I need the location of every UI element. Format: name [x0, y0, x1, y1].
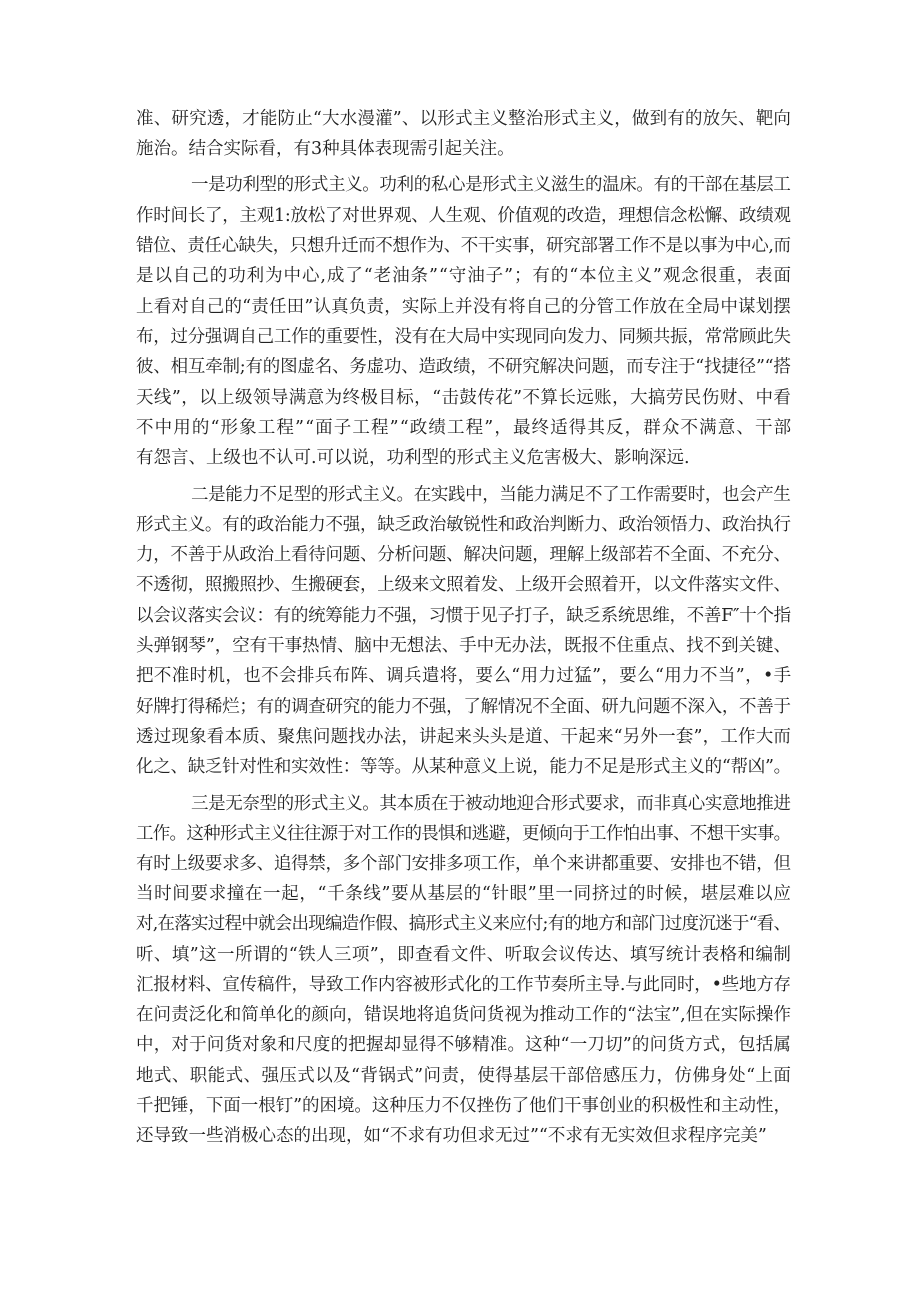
text-line: 布，过分强调自己工作的重要性，没有在大局中实现同向发力、同频共振，常常顾此失 [136, 327, 791, 347]
text-line: 把不准时机，也不会排兵布阵、调兵遣将，要么“用力过猛”，要么“用力不当”，•手 [136, 666, 792, 686]
text-line: 有怨言、上级也不认可.可以说，功利型的形式主义危害极大、影响深远. [136, 448, 690, 468]
text-line: 对,在落实过程中就会出现编造作假、搞形式主义来应付;有的地方和部门过度沉迷于“看、 [136, 914, 791, 934]
text-line: 以会议落实会议：有的统筹能力不强，习惯于见子打子，缺乏系统思维，不善F″十个指 [136, 606, 791, 626]
text-line: 地式、职能式、强压式以及“背锅式”问责，使得基层干部倍感压力，仿佛身处“上面 [136, 1066, 792, 1086]
text-line: 准、研究透，才能防止“大水漫灌”、以形式主义整治形式主义，做到有的放矢、靶向 [136, 109, 792, 129]
text-line: 施治。结合实际看，有3种具体表现需引起关注。 [136, 139, 515, 159]
text-line: 上看对自己的“责任田”认真负责，实际上并没有将自己的分管工作放在全局中谋划摆 [136, 297, 792, 317]
document-body [136, 0, 791, 1301]
text-line: 好牌打得稀烂；有的调查研究的能力不强，了解情况不全面、研九问题不深入，不善于 [136, 697, 791, 717]
text-line: 二是能力不足型的形式主义。在实践中，当能力满足不了工作需要时，也会产生 [191, 485, 791, 505]
text-line: 化之、缺乏针对性和实效性：等等。从某种意义上说，能力不足是形式主义的“帮凶”。 [136, 757, 791, 777]
text-line: 听、填”这一所谓的“铁人三项”，即查看文件、听取会议传达、填写统计表格和编制 [136, 945, 792, 965]
text-line: 不中用的“形象工程”“面子工程”“政绩工程”，最终适得其反，群众不满意、干部 [136, 418, 793, 438]
text-line: 形式主义。有的政治能力不强，缺乏政治敏锐性和政治判断力、政治领悟力、政治执行 [136, 515, 791, 535]
text-line: 当时间要求撞在一起，“千条线”要从基层的“针眼”里一同挤过的时候，堪层难以应 [136, 884, 792, 904]
text-line: 三是无奈型的形式主义。其本质在于被动地迎合形式要求，而非真心实意地推进 [191, 794, 791, 814]
text-line: 中，对于问货对象和尺度的把握却显得不够精准。这种“一刀切”的问货方式，包括属 [136, 1035, 792, 1055]
text-line: 天线”，以上级领导满意为终极目标，“击鼓传花”不算长远账，大搞劳民伤财、中看 [136, 388, 792, 408]
text-line: 工作。这种形式主义往往源于对工作的畏惧和逃避，更倾向于工作怕出事、不想干实事。 [136, 824, 791, 844]
text-line: 有时上级要求多、追得禁，多个部门安排多项工作，单个来讲都重要、安排也不错，但 [136, 854, 791, 874]
text-line: 透过现象看本质、聚焦问题找办法，讲起来头头是道、干起来“另外一套”，工作大而 [136, 727, 792, 747]
text-line: 错位、责任心缺失，只想升迁而不想作为、不干实事，研究部署工作不是以事为中心,而 [136, 236, 791, 256]
text-line: 彼、相互牵制;有的图虚名、务虚功、造政绩，不研究解决问题，而专注于“找捷径”“搭 [136, 357, 791, 377]
text-line: 千把锤，下面一根钉”的困境。这种压力不仅挫伤了他们干事创业的积极性和主动性， [136, 1096, 791, 1116]
text-line: 还导致一些消极心态的出现，如“不求有功但求无过”“不求有无实效但求程序完美” [136, 1126, 767, 1146]
text-line: 力，不善于从政治上看待问题、分析问题、解决问题，理解上级部若不全面、不充分、 [136, 545, 791, 565]
text-line: 一是功利型的形式主义。功利的私心是形式主义滋生的温床。有的干部在基层工 [191, 175, 791, 195]
text-line: 汇报材料、宣传稿件，导致工作内容被形式化的工作节奏所主导.与此同时，•些地方存 [136, 975, 791, 995]
text-line: 在问责泛化和简单化的颜向，错误地将追货问货视为推动工作的“法宝”,但在实际操作 [136, 1005, 792, 1025]
text-line: 作时间长了，主观1:放松了对世界观、人生观、价值观的改造，理想信念松懈、政绩观 [136, 206, 791, 226]
text-line: 不透彻，照搬照抄、生搬硬套，上级来文照着发、上级开会照着开，以文件落实文件、 [136, 575, 791, 595]
text-line: 是以自己的功利为中心,成了“老油条”“守油子”；有的“本位主义”观念很重，表面 [136, 266, 792, 286]
text-line: 头弹钢琴”，空有干事热情、脑中无想法、手中无办法，既报不住重点、找不到关键、 [136, 636, 791, 656]
